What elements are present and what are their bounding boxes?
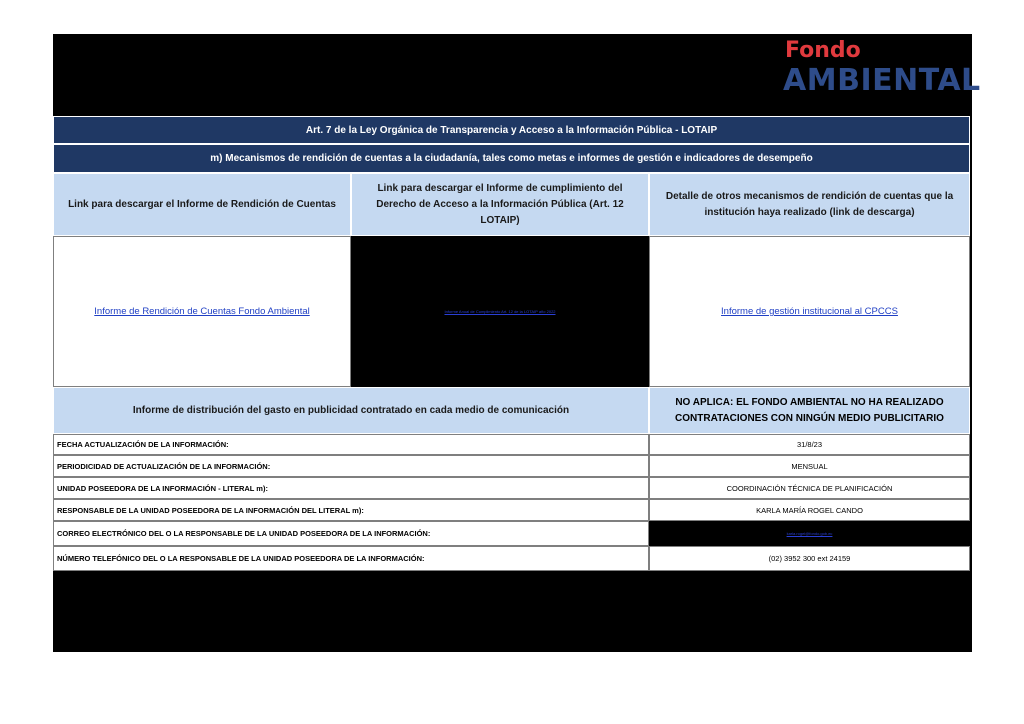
info-value-correo-cell [649,521,970,546]
link-cell-cumplimiento [351,236,649,387]
info-value-responsable: KARLA MARÍA ROGEL CANDO [649,499,970,521]
info-label-correo: CORREO ELECTRÓNICO DEL O LA RESPONSABLE DE LA UNIDAD POSEEDORA DE LA INFORMACIÓN: [53,521,649,546]
info-value-telefono: (02) 3952 300 ext 24159 [649,546,970,571]
info-value-unidad: COORDINACIÓN TÉCNICA DE PLANIFICACIÓN [649,477,970,499]
info-value-periodicidad: MENSUAL [649,455,970,477]
link-informe-rendicion[interactable]: Informe de Rendición de Cuentas Fondo Ambiental [94,306,310,317]
info-label-fecha: FECHA ACTUALIZACIÓN DE LA INFORMACIÓN: [53,434,649,455]
info-value-fecha: 31/8/23 [649,434,970,455]
info-label-telefono: NÚMERO TELEFÓNICO DEL O LA RESPONSABLE DE LA UNIDAD POSEEDORA DE LA INFORMACIÓN: [53,546,649,571]
info-value-correo-link[interactable]: karla.rogel@fondo.gob.ec [786,531,833,536]
document-title: Art. 7 de la Ley Orgánica de Transparencia y Acceso a la Información Pública - LOTAIP [53,116,970,144]
link-informe-gestion[interactable]: Informe de gestión institucional al CPCCS [721,306,898,317]
logo-line-1: Fondo [785,38,861,63]
link-cell-rendicion [53,236,351,387]
column-header-cumplimiento: Link para descargar el Informe de cumplimiento del Derecho de Acceso a la Información Pública (Art. 12 LOTAIP) [351,173,649,236]
info-label-unidad: UNIDAD POSEEDORA DE LA INFORMACIÓN - LITERAL m): [53,477,649,499]
document-sheet [53,34,981,652]
logo-line-2: AMBIENTAL [783,63,981,98]
publicity-value: NO APLICA: EL FONDO AMBIENTAL NO HA REALIZADO CONTRATACIONES CON NINGÚN MEDIO PUBLICITARIO [649,387,970,434]
column-header-rendicion: Link para descargar el Informe de Rendición de Cuentas [53,173,351,236]
fondo-ambiental-logo [783,38,981,104]
link-cell-gestion [649,236,970,387]
publicity-label: Informe de distribución del gasto en publicidad contratado en cada medio de comunicación [53,387,649,434]
info-label-responsable: RESPONSABLE DE LA UNIDAD POSEEDORA DE LA INFORMACIÓN DEL LITERAL m): [53,499,649,521]
column-header-otros-mecanismos: Detalle de otros mecanismos de rendición de cuentas que la institución haya realizado (link de descarga) [649,173,970,236]
section-subtitle: m) Mecanismos de rendición de cuentas a la ciudadanía, tales como metas e informes de gestión e indicadores de desempeño [53,144,970,173]
link-informe-cumplimiento[interactable]: Informe Anual de Cumplimiento Art. 12 de la LOTAIP año 2022 [444,309,556,314]
info-label-periodicidad: PERIODICIDAD DE ACTUALIZACIÓN DE LA INFORMACIÓN: [53,455,649,477]
